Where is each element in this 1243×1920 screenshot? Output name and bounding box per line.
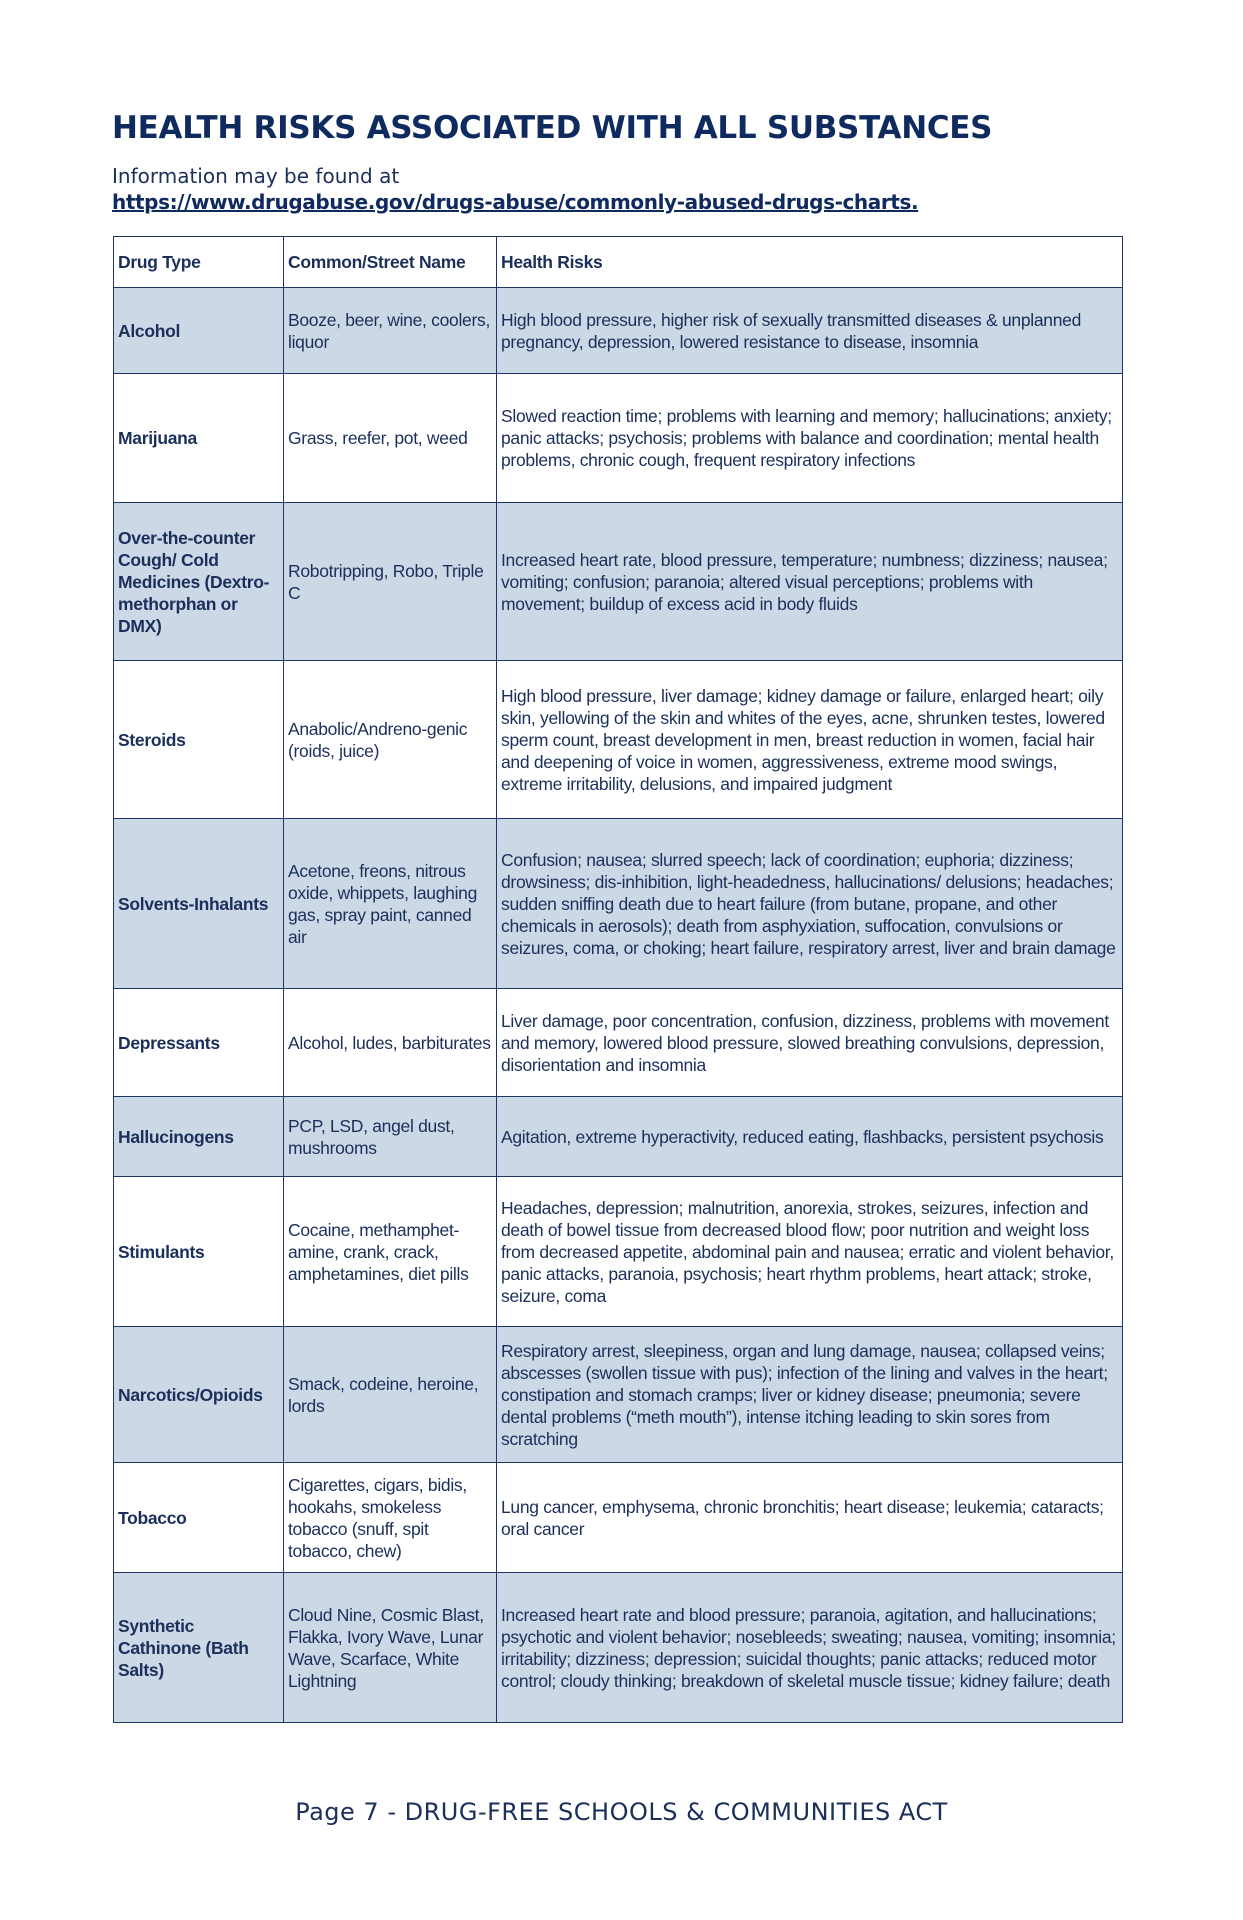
health-risks-cell: Increased heart rate and blood pressure; paranoia, agitation, and hallucinations; psychotic and violent behavior; nosebleeds; sweating; nausea, vomiting; insomnia; irritability; dizziness; depression; suicidal thoughts; panic attacks; reduced motor control; cloudy thinking; breakdown of skeletal muscle tissue; kidney failure; death xyxy=(497,1573,1123,1723)
page-footer: Page 7 - DRUG-FREE SCHOOLS & COMMUNITIES ACT xyxy=(295,1798,948,1826)
table-row xyxy=(114,288,1123,374)
drug-type-cell: Narcotics/Opioids xyxy=(114,1327,284,1463)
drug-type-cell: Over-the-counter Cough/ Cold Medicines (Dextro-methorphan or DMX) xyxy=(114,503,284,661)
table-row xyxy=(114,1327,1123,1463)
header-street-name: Common/Street Name xyxy=(284,237,497,288)
header-health-risks: Health Risks xyxy=(497,237,1123,288)
drug-type-cell: Depressants xyxy=(114,989,284,1097)
street-name-cell: Acetone, freons, nitrous oxide, whippets, laughing gas, spray paint, canned air xyxy=(284,819,497,989)
health-risks-cell: Headaches, depression; malnutrition, anorexia, strokes, seizures, infection and death of bowel tissue from decreased blood flow; poor nutrition and weight loss from decreased appetite, abdominal pain and nausea; erratic and violent behavior, panic attacks, paranoia, psychosis; heart rhythm problems, heart attack; stroke, seizure, coma xyxy=(497,1177,1123,1327)
street-name-cell: Anabolic/Andreno-genic (roids, juice) xyxy=(284,661,497,819)
street-name-cell: Grass, reefer, pot, weed xyxy=(284,374,497,503)
intro-paragraph xyxy=(112,163,918,215)
street-name-cell: Cigarettes, cigars, bidis, hookahs, smokeless tobacco (snuff, spit tobacco, chew) xyxy=(284,1463,497,1573)
street-name-cell: Cocaine, methamphet-amine, crank, crack, amphetamines, diet pills xyxy=(284,1177,497,1327)
table-row xyxy=(114,503,1123,661)
intro-text: Information may be found at xyxy=(112,164,400,188)
health-risks-table xyxy=(113,236,1123,1723)
table-row xyxy=(114,989,1123,1097)
page-title: HEALTH RISKS ASSOCIATED WITH ALL SUBSTANCES xyxy=(112,110,993,146)
health-risks-cell: Increased heart rate, blood pressure, temperature; numbness; dizziness; nausea; vomiting; confusion; paranoia; altered visual perceptions; problems with movement; buildup of excess acid in body fluids xyxy=(497,503,1123,661)
street-name-cell: Smack, codeine, heroine, lords xyxy=(284,1327,497,1463)
drug-type-cell: Alcohol xyxy=(114,288,284,374)
drug-type-cell: Steroids xyxy=(114,661,284,819)
health-risks-cell: Slowed reaction time; problems with learning and memory; hallucinations; anxiety; panic attacks; psychosis; problems with balance and coordination; mental health problems, chronic cough, frequent respiratory infections xyxy=(497,374,1123,503)
health-risks-cell: High blood pressure, higher risk of sexually transmitted diseases & unplanned pregnancy, depression, lowered resistance to disease, insomnia xyxy=(497,288,1123,374)
table-row xyxy=(114,1573,1123,1723)
health-risks-cell: High blood pressure, liver damage; kidney damage or failure, enlarged heart; oily skin, yellowing of the skin and whites of the eyes, acne, shrunken testes, lowered sperm count, breast development in men, breast reduction in women, facial hair and deepening of voice in women, aggressiveness, extreme mood swings, extreme irritability, delusions, and impaired judgment xyxy=(497,661,1123,819)
drug-type-cell: Stimulants xyxy=(114,1177,284,1327)
drug-type-cell: Synthetic Cathinone (Bath Salts) xyxy=(114,1573,284,1723)
table-row xyxy=(114,819,1123,989)
health-risks-cell: Confusion; nausea; slurred speech; lack of coordination; euphoria; dizziness; drowsiness; dis-inhibition, light-headedness, hallucinations/ delusions; headaches; sudden sniffing death due to heart failure (from butane, propane, and other chemicals in aerosols); death from asphyxiation, suffocation, convulsions or seizures, coma, or choking; heart failure, respiratory arrest, liver and brain damage xyxy=(497,819,1123,989)
drugabuse-link[interactable]: https://www.drugabuse.gov/drugs-abuse/commonly-abused-drugs-charts. xyxy=(112,190,919,214)
drug-type-cell: Tobacco xyxy=(114,1463,284,1573)
street-name-cell: Robotripping, Robo, Triple C xyxy=(284,503,497,661)
street-name-cell: PCP, LSD, angel dust, mushrooms xyxy=(284,1097,497,1177)
table-row xyxy=(114,1097,1123,1177)
table-row xyxy=(114,1177,1123,1327)
table-row xyxy=(114,374,1123,503)
header-drug-type: Drug Type xyxy=(114,237,284,288)
drug-type-cell: Marijuana xyxy=(114,374,284,503)
table-header-row xyxy=(114,237,1123,288)
table-row xyxy=(114,1463,1123,1573)
drug-type-cell: Hallucinogens xyxy=(114,1097,284,1177)
health-risks-cell: Respiratory arrest, sleepiness, organ and lung damage, nausea; collapsed veins; abscesses (swollen tissue with pus); infection of the lining and valves in the heart; constipation and stomach cramps; liver or kidney disease; pneumonia; severe dental problems (“meth mouth”), intense itching leading to skin sores from scratching xyxy=(497,1327,1123,1463)
health-risks-cell: Lung cancer, emphysema, chronic bronchitis; heart disease; leukemia; cataracts; oral cancer xyxy=(497,1463,1123,1573)
street-name-cell: Cloud Nine, Cosmic Blast, Flakka, Ivory Wave, Lunar Wave, Scarface, White Lightning xyxy=(284,1573,497,1723)
health-risks-cell: Liver damage, poor concentration, confusion, dizziness, problems with movement and memory, lowered blood pressure, slowed breathing convulsions, depression, disorientation and insomnia xyxy=(497,989,1123,1097)
table-row xyxy=(114,661,1123,819)
street-name-cell: Alcohol, ludes, barbiturates xyxy=(284,989,497,1097)
street-name-cell: Booze, beer, wine, coolers, liquor xyxy=(284,288,497,374)
health-risks-cell: Agitation, extreme hyperactivity, reduced eating, flashbacks, persistent psychosis xyxy=(497,1097,1123,1177)
drug-type-cell: Solvents-Inhalants xyxy=(114,819,284,989)
